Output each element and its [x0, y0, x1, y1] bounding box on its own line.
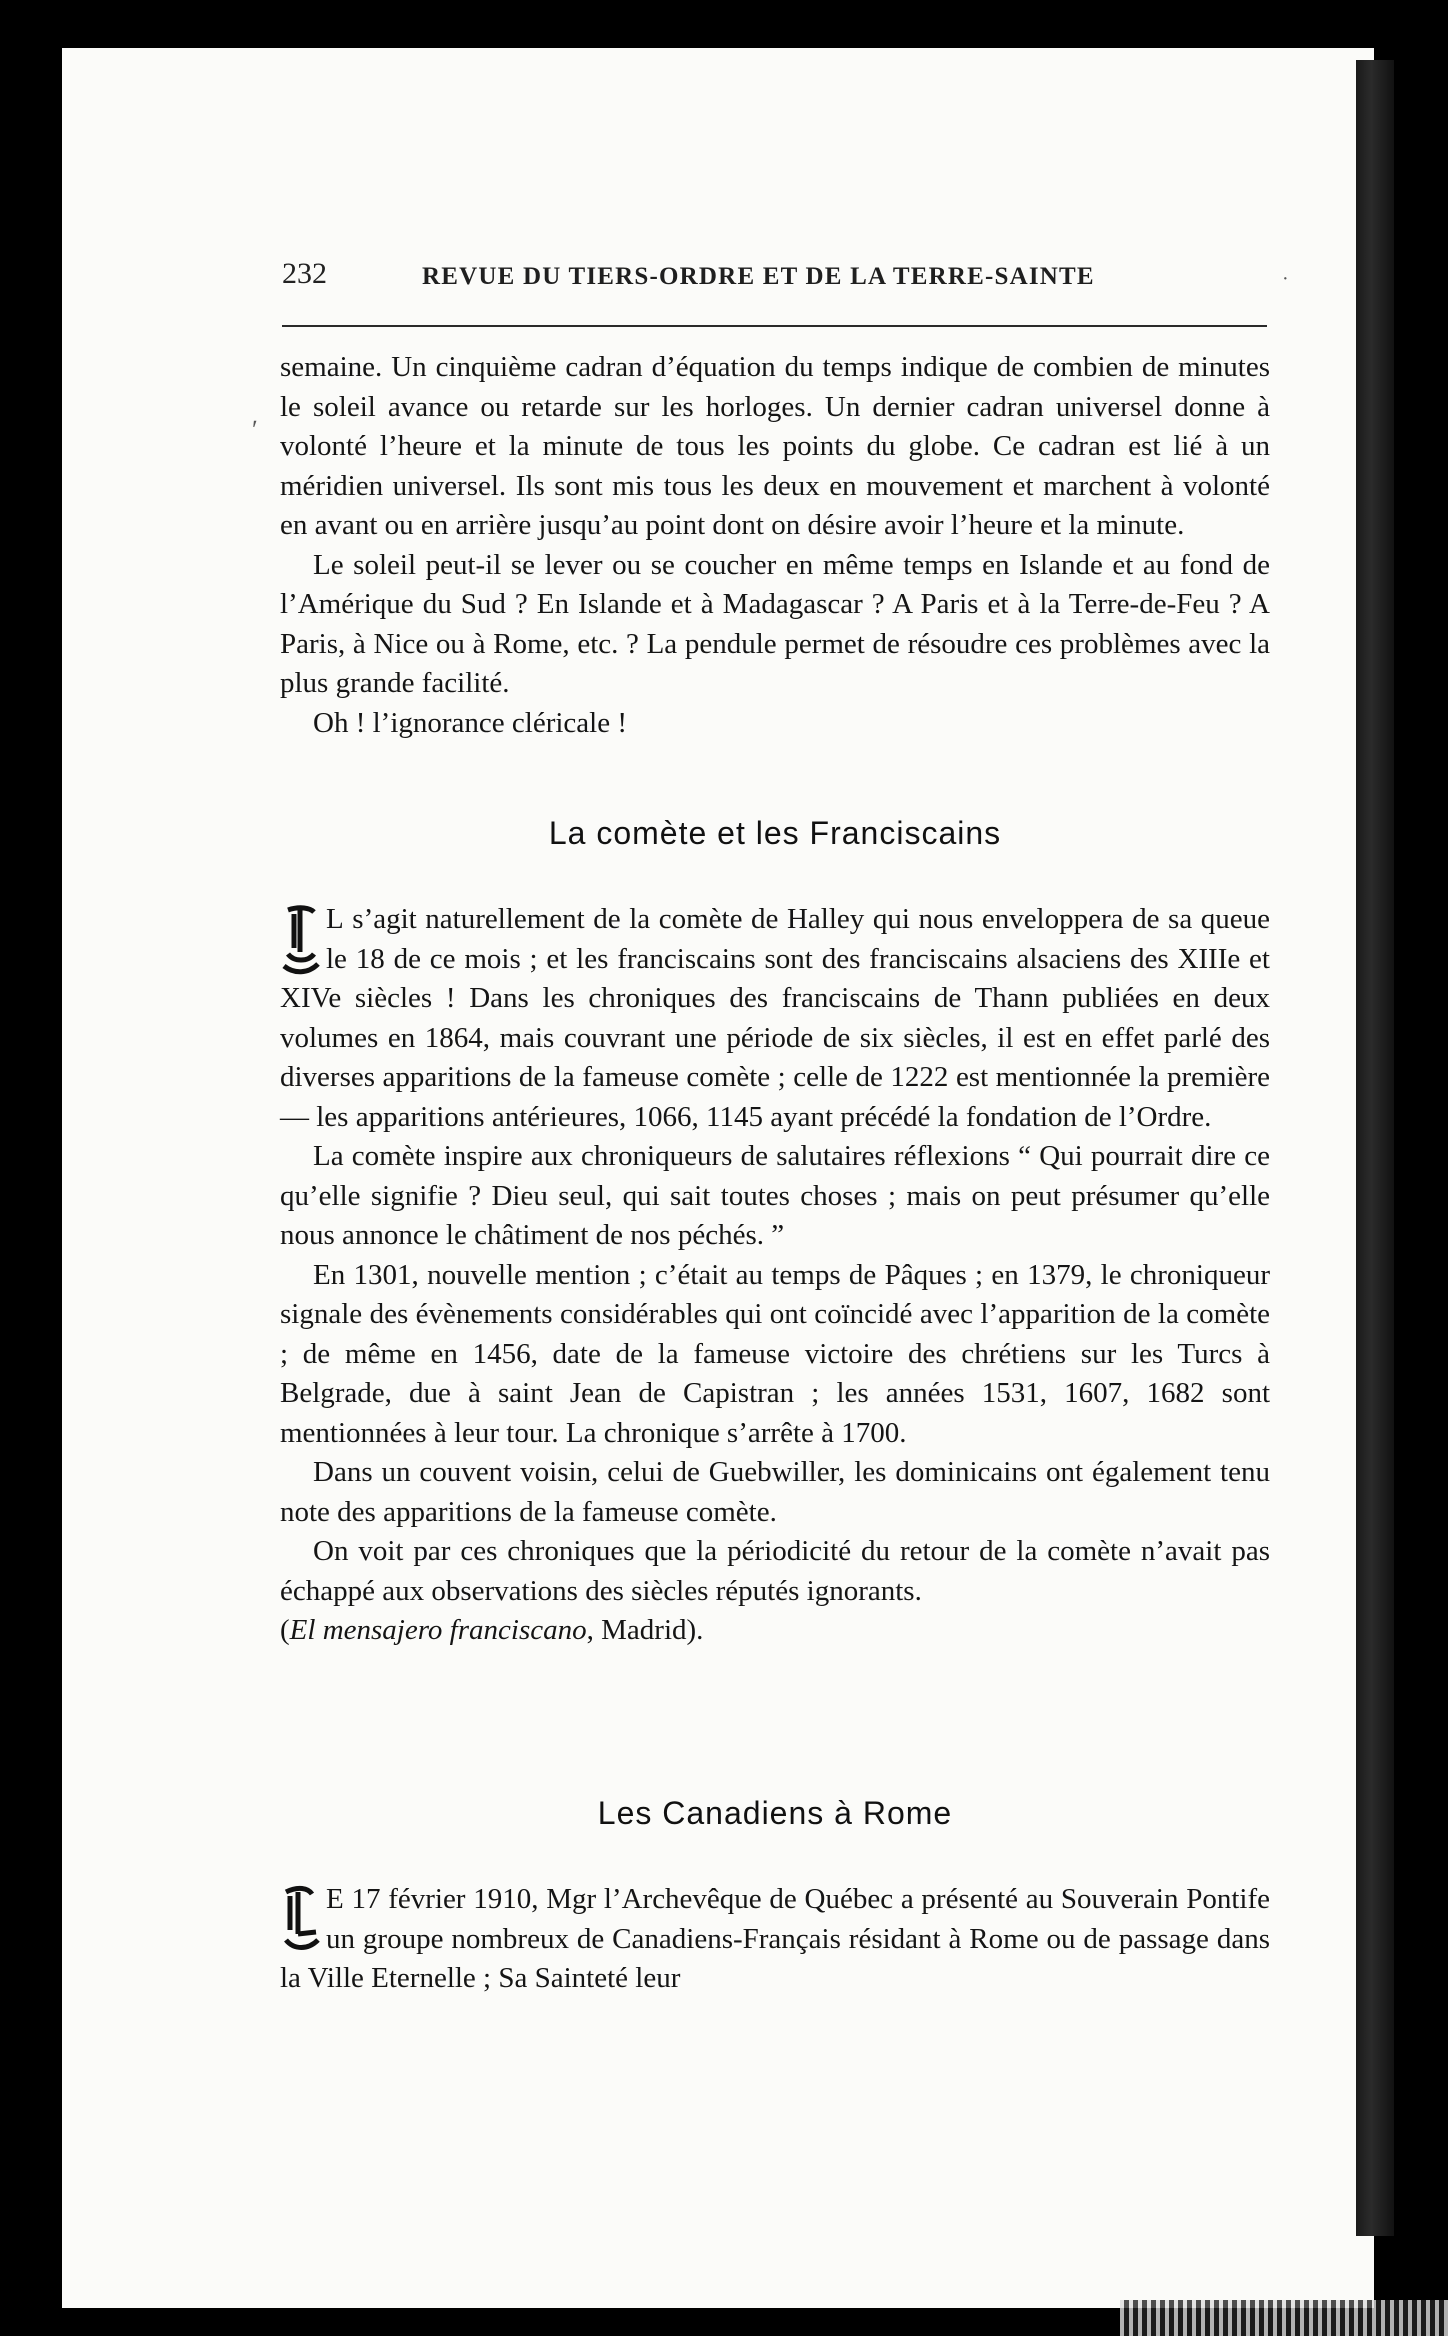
facing-page-edge	[1356, 60, 1394, 2236]
running-title: REVUE DU TIERS-ORDRE ET DE LA TERRE-SAINTE	[422, 263, 1095, 290]
header-rule	[282, 325, 1267, 327]
page-header	[282, 257, 1272, 307]
paragraph: La comète inspire aux chroniqueurs de salutaires réflexions “ Qui pourrait dire ce qu’elle signifie ? Dieu seul, qui sait toutes choses ; mais on peut présumer qu’elle nous annonce le châtiment de nos péchés. ”	[280, 1140, 1270, 1251]
dropcap-continuation: E	[326, 1883, 344, 1915]
paragraph: Oh ! l’ignorance cléricale !	[313, 706, 627, 739]
section-heading-canadiens: Les Canadiens à Rome	[597, 1795, 953, 1831]
paragraph: semaine. Un cinquième cadran d’équation du temps indique de combien de minutes le soleil avance ou retarde sur les horloges. Un dernier cadran universel donne à volonté l’heure et la minute de tous les points du globe. Ce cadran est lié à un méridien universel. Ils sont mis tous les deux en mouvement et marchent à volonté en avant ou en arrière jusqu’au point dont on désire avoir l’heure et la minute.	[280, 351, 1270, 541]
paragraph: Dans un couvent voisin, celui de Guebwiller, les dominicains ont également tenu note des apparitions de la fameuse comète.	[280, 1456, 1270, 1528]
ornate-initial-l-icon	[280, 1884, 320, 1956]
source-citation: (El mensajero franciscano, Madrid).	[280, 1614, 704, 1646]
scan-speck: ʹ	[252, 415, 258, 444]
lead-paragraph-text: s’agit naturellement de la comète de Halley qui nous enveloppera de sa queue le 18 de ce mois ; et les franciscains sont des franciscains alsaciens des XIIIe et XIVe siècles ! Dans les chroniques des franciscains de Thann publiées en deux volumes en 1864, mais couvrant une période de six siècles, il est en effet parlé des diverses apparitions de la fameuse comète ; celle de 1222 est mentionnée la première — les apparitions antérieures, 1066, 1145 ayant précédé la fondation de l’Ordre.	[280, 903, 1270, 1133]
paragraph: On voit par ces chroniques que la périodicité du retour de la comète n’avait pas échappé aux observations des siècles réputés ignorants.	[280, 1535, 1270, 1607]
ornate-initial-i-icon	[280, 904, 320, 976]
lead-paragraph	[280, 1880, 1270, 1999]
intro-text	[280, 348, 1270, 743]
section-comete-text	[280, 900, 1270, 1651]
dropcap-continuation: L	[326, 903, 344, 935]
section-canadiens-text	[280, 1880, 1270, 1999]
lead-paragraph-text: 17 février 1910, Mgr l’Archevêque de Québec a présenté au Souverain Pontife un groupe nombreux de Canadiens-Français résidant à Rome ou de passage dans la Ville Eternelle ; Sa Sainteté leur	[280, 1883, 1270, 1994]
section-heading-comete: La comète et les Franciscains	[548, 815, 1002, 851]
scan-artifact-strip	[1120, 2300, 1448, 2336]
lead-paragraph	[280, 900, 1270, 1137]
paragraph: Le soleil peut-il se lever ou se coucher en même temps en Islande et au fond de l’Amérique du Sud ? En Islande et à Madagascar ? A Paris et à la Terre-de-Feu ? A Paris, à Nice ou à Rome, etc. ? La pendule permet de résoudre ces problèmes avec la plus grande facilité.	[280, 548, 1270, 699]
scan-speck: ·	[1282, 268, 1289, 290]
paragraph: En 1301, nouvelle mention ; c’était au temps de Pâques ; en 1379, le chroniqueur signale des évènements considérables qui ont coïncidé avec l’apparition de la comète ; de même en 1456, date de la fameuse victoire des chrétiens sur les Turcs à Belgrade, due à saint Jean de Capistran ; les années 1531, 1607, 1682 sont mentionnées à leur tour. La chronique s’arrête à 1700.	[280, 1258, 1270, 1449]
dropcap	[280, 904, 320, 976]
source-title: El mensajero franciscano	[289, 1614, 587, 1646]
page-number: 232	[282, 257, 327, 290]
dropcap	[280, 1884, 320, 1956]
